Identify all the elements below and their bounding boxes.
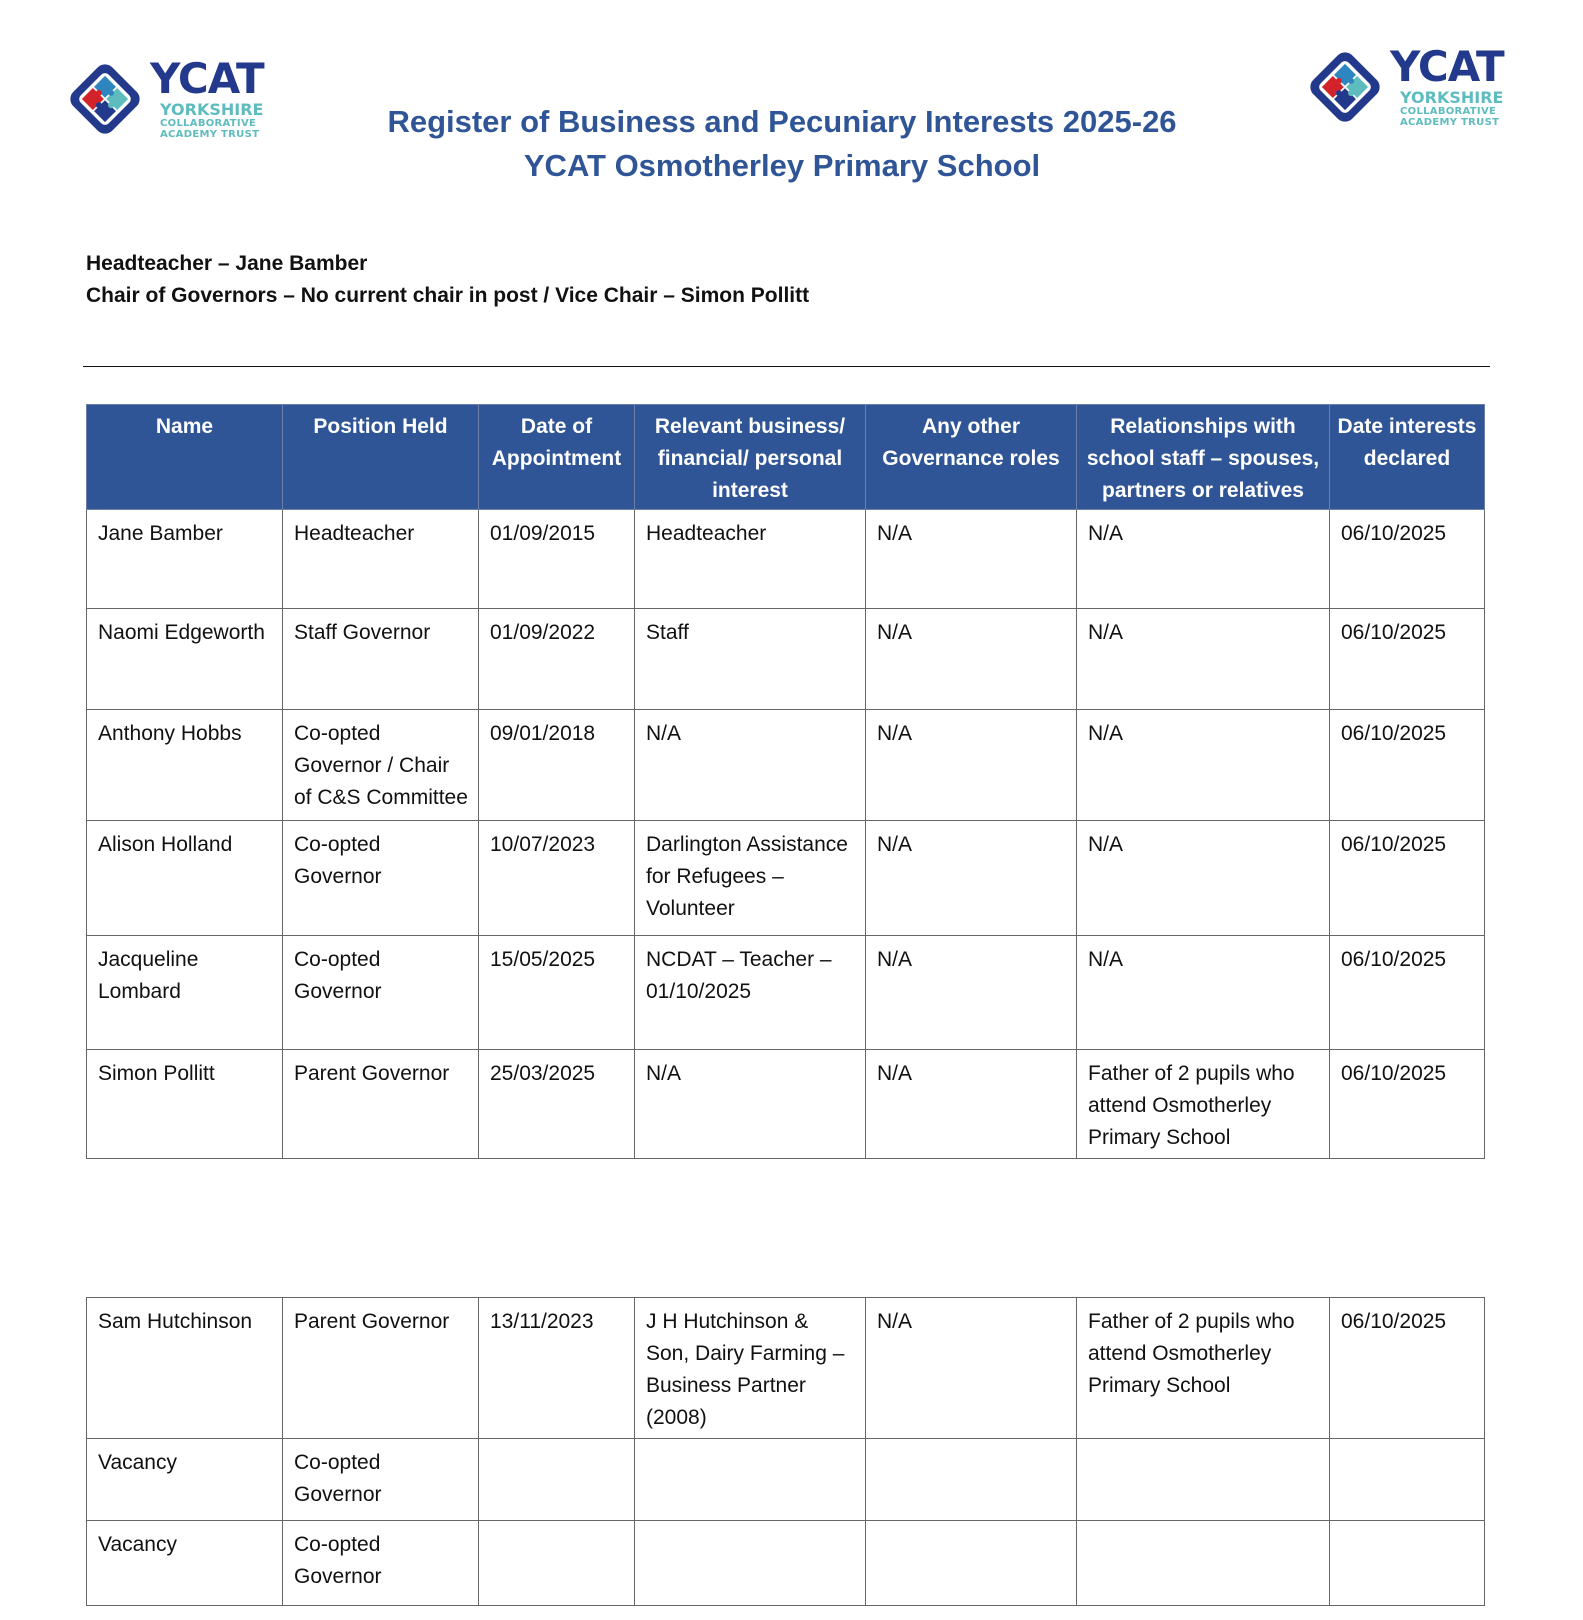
ycat-logo-right — [1302, 44, 1504, 130]
cell-position: Staff Governor — [283, 609, 479, 710]
cell-position: Headteacher — [283, 510, 479, 609]
table-header-row — [87, 405, 1485, 510]
cell-interest: NCDAT – Teacher – 01/10/2025 — [635, 936, 866, 1050]
cell-declared-date: 06/10/2025 — [1330, 710, 1485, 821]
column-header-relationships: Relationships with school staff – spouses, partners or relatives — [1077, 405, 1330, 510]
cell-other-roles: N/A — [866, 1298, 1077, 1439]
interests-table-continued — [86, 1297, 1485, 1606]
table-row — [87, 609, 1485, 710]
cell-other-roles: N/A — [866, 821, 1077, 936]
table-row — [87, 821, 1485, 936]
table-row — [87, 1050, 1485, 1159]
cell-relationships: N/A — [1077, 510, 1330, 609]
cell-name: Sam Hutchinson — [87, 1298, 283, 1439]
column-header-name: Name — [87, 405, 283, 510]
cell-interest: N/A — [635, 1050, 866, 1159]
cell-declared-date — [1330, 1439, 1485, 1521]
cell-position: Co-opted Governor / Chair of C&S Committee — [283, 710, 479, 821]
cell-name: Vacancy — [87, 1439, 283, 1521]
table-row — [87, 1298, 1485, 1439]
cell-declared-date: 06/10/2025 — [1330, 1050, 1485, 1159]
cell-declared-date: 06/10/2025 — [1330, 821, 1485, 936]
interests-table — [86, 404, 1485, 1159]
cell-name: Jane Bamber — [87, 510, 283, 609]
table-row — [87, 710, 1485, 821]
logo-line-2: COLLABORATIVE — [1400, 106, 1497, 117]
cell-appointment-date: 01/09/2022 — [479, 609, 635, 710]
cell-position: Co-opted Governor — [283, 821, 479, 936]
column-header-interest: Relevant business/ financial/ personal interest — [635, 405, 866, 510]
cell-declared-date: 06/10/2025 — [1330, 936, 1485, 1050]
cell-declared-date: 06/10/2025 — [1330, 1298, 1485, 1439]
cell-relationships: Father of 2 pupils who attend Osmotherley Primary School — [1077, 1050, 1330, 1159]
chair-line: Chair of Governors – No current chair in post / Vice Chair – Simon Pollitt — [86, 284, 810, 307]
column-header-appointment-date: Date of Appointment — [479, 405, 635, 510]
cell-other-roles — [866, 1439, 1077, 1521]
table-row — [87, 510, 1485, 609]
cell-relationships: Father of 2 pupils who attend Osmotherley Primary School — [1077, 1298, 1330, 1439]
cell-other-roles: N/A — [866, 936, 1077, 1050]
document-subtitle: YCAT Osmotherley Primary School — [523, 148, 1041, 183]
cell-relationships: N/A — [1077, 936, 1330, 1050]
cell-name: Simon Pollitt — [87, 1050, 283, 1159]
cell-position: Co-opted Governor — [283, 1439, 479, 1521]
logo-line-3: ACADEMY TRUST — [160, 129, 260, 140]
cell-interest — [635, 1521, 866, 1606]
cell-appointment-date: 13/11/2023 — [479, 1298, 635, 1439]
logo-line-2: COLLABORATIVE — [160, 118, 257, 129]
cell-position: Co-opted Governor — [283, 936, 479, 1050]
cell-appointment-date — [479, 1521, 635, 1606]
document-title-block — [300, 100, 1264, 188]
cell-appointment-date: 10/07/2023 — [479, 821, 635, 936]
cell-interest: N/A — [635, 710, 866, 821]
document-title: Register of Business and Pecuniary Interests 2025-26 — [387, 104, 1177, 139]
puzzle-diamond-icon — [1302, 44, 1388, 130]
cell-relationships: N/A — [1077, 821, 1330, 936]
cell-appointment-date — [479, 1439, 635, 1521]
cell-relationships: N/A — [1077, 710, 1330, 821]
cell-relationships — [1077, 1521, 1330, 1606]
cell-declared-date — [1330, 1521, 1485, 1606]
cell-other-roles: N/A — [866, 510, 1077, 609]
puzzle-diamond-icon — [62, 56, 148, 142]
column-header-other-roles: Any other Governance roles — [866, 405, 1077, 510]
cell-position: Co-opted Governor — [283, 1521, 479, 1606]
cell-other-roles: N/A — [866, 710, 1077, 821]
ycat-logo-left — [62, 56, 264, 142]
cell-appointment-date: 25/03/2025 — [479, 1050, 635, 1159]
cell-other-roles: N/A — [866, 1050, 1077, 1159]
cell-relationships: N/A — [1077, 609, 1330, 710]
logo-line-3: ACADEMY TRUST — [1400, 117, 1500, 128]
logo-line-1: YORKSHIRE — [1400, 88, 1504, 107]
cell-other-roles — [866, 1521, 1077, 1606]
table-row — [87, 1439, 1485, 1521]
governance-summary — [86, 248, 809, 312]
cell-interest: Headteacher — [635, 510, 866, 609]
table-row — [87, 1521, 1485, 1606]
cell-appointment-date: 01/09/2015 — [479, 510, 635, 609]
cell-position: Parent Governor — [283, 1298, 479, 1439]
cell-interest — [635, 1439, 866, 1521]
logo-wordmark: YCAT — [150, 54, 264, 103]
cell-appointment-date: 15/05/2025 — [479, 936, 635, 1050]
cell-name: Jacqueline Lombard — [87, 936, 283, 1050]
cell-position: Parent Governor — [283, 1050, 479, 1159]
cell-name: Vacancy — [87, 1521, 283, 1606]
cell-interest: Staff — [635, 609, 866, 710]
cell-name: Alison Holland — [87, 821, 283, 936]
column-header-position: Position Held — [283, 405, 479, 510]
cell-declared-date: 06/10/2025 — [1330, 510, 1485, 609]
headteacher-line: Headteacher – Jane Bamber — [86, 252, 368, 275]
horizontal-divider — [83, 366, 1490, 367]
table-row — [87, 936, 1485, 1050]
cell-name: Naomi Edgeworth — [87, 609, 283, 710]
cell-other-roles: N/A — [866, 609, 1077, 710]
cell-relationships — [1077, 1439, 1330, 1521]
cell-name: Anthony Hobbs — [87, 710, 283, 821]
logo-line-1: YORKSHIRE — [160, 100, 264, 119]
cell-declared-date: 06/10/2025 — [1330, 609, 1485, 710]
cell-appointment-date: 09/01/2018 — [479, 710, 635, 821]
cell-interest: J H Hutchinson & Son, Dairy Farming – Business Partner (2008) — [635, 1298, 866, 1439]
cell-interest: Darlington Assistance for Refugees – Volunteer — [635, 821, 866, 936]
logo-wordmark: YCAT — [1390, 42, 1504, 91]
column-header-declared-date: Date interests declared — [1330, 405, 1485, 510]
